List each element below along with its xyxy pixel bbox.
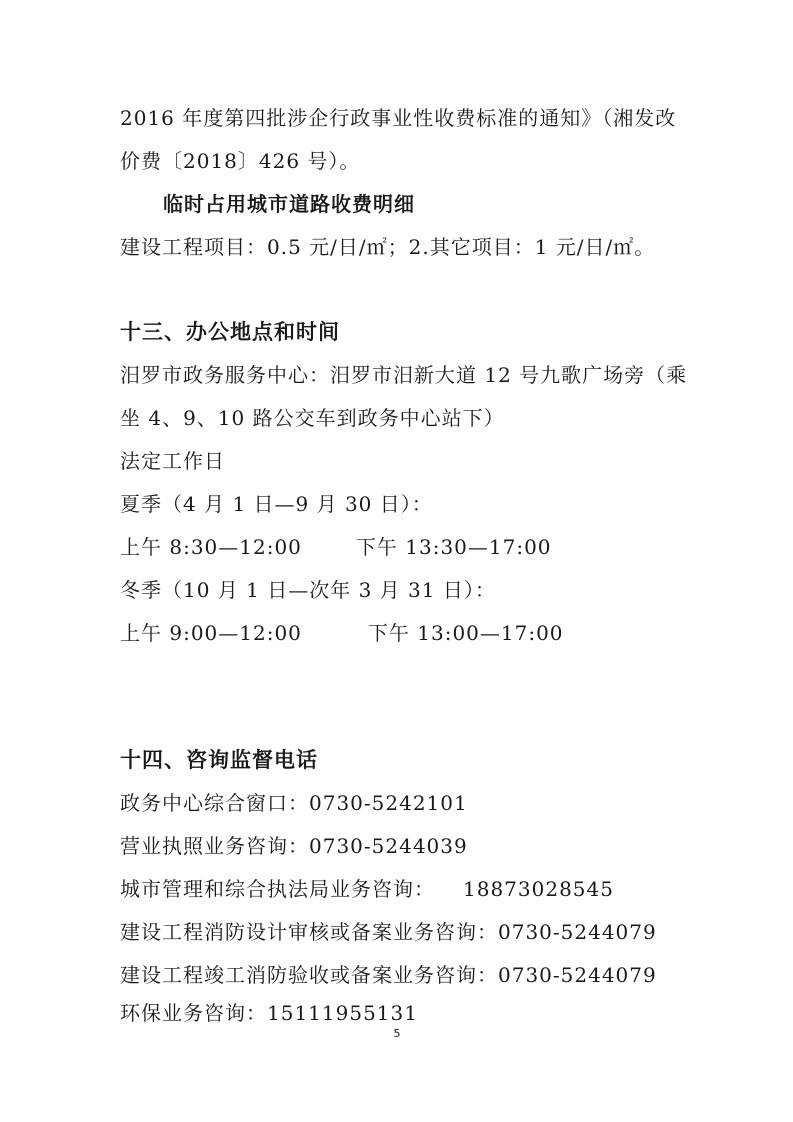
contact-heading: 十四、咨询监督电话 bbox=[120, 748, 318, 772]
fee-subheading: 临时占用城市道路收费明细 bbox=[163, 192, 415, 216]
notice-line-2: 价费〔2018〕426 号）。 bbox=[120, 149, 361, 173]
contact-item: 政务中心综合窗口：0730-5242101 bbox=[120, 791, 468, 815]
notice-line-1: 2016 年度第四批涉企行政事业性收费标准的通知》（湘发改 bbox=[120, 106, 677, 130]
summer-afternoon: 下午 13:30—17:00 bbox=[355, 535, 552, 559]
page-number: 5 bbox=[393, 1027, 401, 1040]
workdays-label: 法定工作日 bbox=[120, 449, 225, 473]
winter-morning: 上午 9:00—12:00 bbox=[120, 621, 302, 645]
summer-hours bbox=[120, 535, 552, 559]
winter-label: 冬季（10 月 1 日—次年 3 月 31 日）： bbox=[120, 578, 496, 602]
summer-label: 夏季（4 月 1 日—9 月 30 日）： bbox=[120, 492, 433, 516]
office-heading: 十三、办公地点和时间 bbox=[120, 320, 340, 344]
contact-item-urban-mgmt bbox=[120, 877, 614, 901]
fee-details: 建设工程项目：0.5 元/日/㎡；2.其它项目：1 元/日/㎡。 bbox=[120, 235, 656, 259]
winter-afternoon: 下午 13:00—17:00 bbox=[367, 621, 564, 645]
address-line-1: 汨罗市政务服务中心：汨罗市汨新大道 12 号九歌广场旁（乘 bbox=[120, 363, 688, 387]
summer-morning: 上午 8:30—12:00 bbox=[120, 535, 302, 559]
contact-phone: 18873028545 bbox=[463, 877, 614, 901]
winter-hours bbox=[120, 621, 564, 645]
contact-item: 环保业务咨询：15111955131 bbox=[120, 1001, 418, 1025]
contact-item: 建设工程竣工消防验收或备案业务咨询：0730-5244079 bbox=[120, 963, 657, 987]
contact-label: 城市管理和综合执法局业务咨询： bbox=[120, 877, 435, 901]
contact-item: 营业执照业务咨询：0730-5244039 bbox=[120, 834, 468, 858]
address-line-2: 坐 4、9、10 路公交车到政务中心站下） bbox=[120, 406, 505, 430]
contact-item: 建设工程消防设计审核或备案业务咨询：0730-5244079 bbox=[120, 920, 657, 944]
